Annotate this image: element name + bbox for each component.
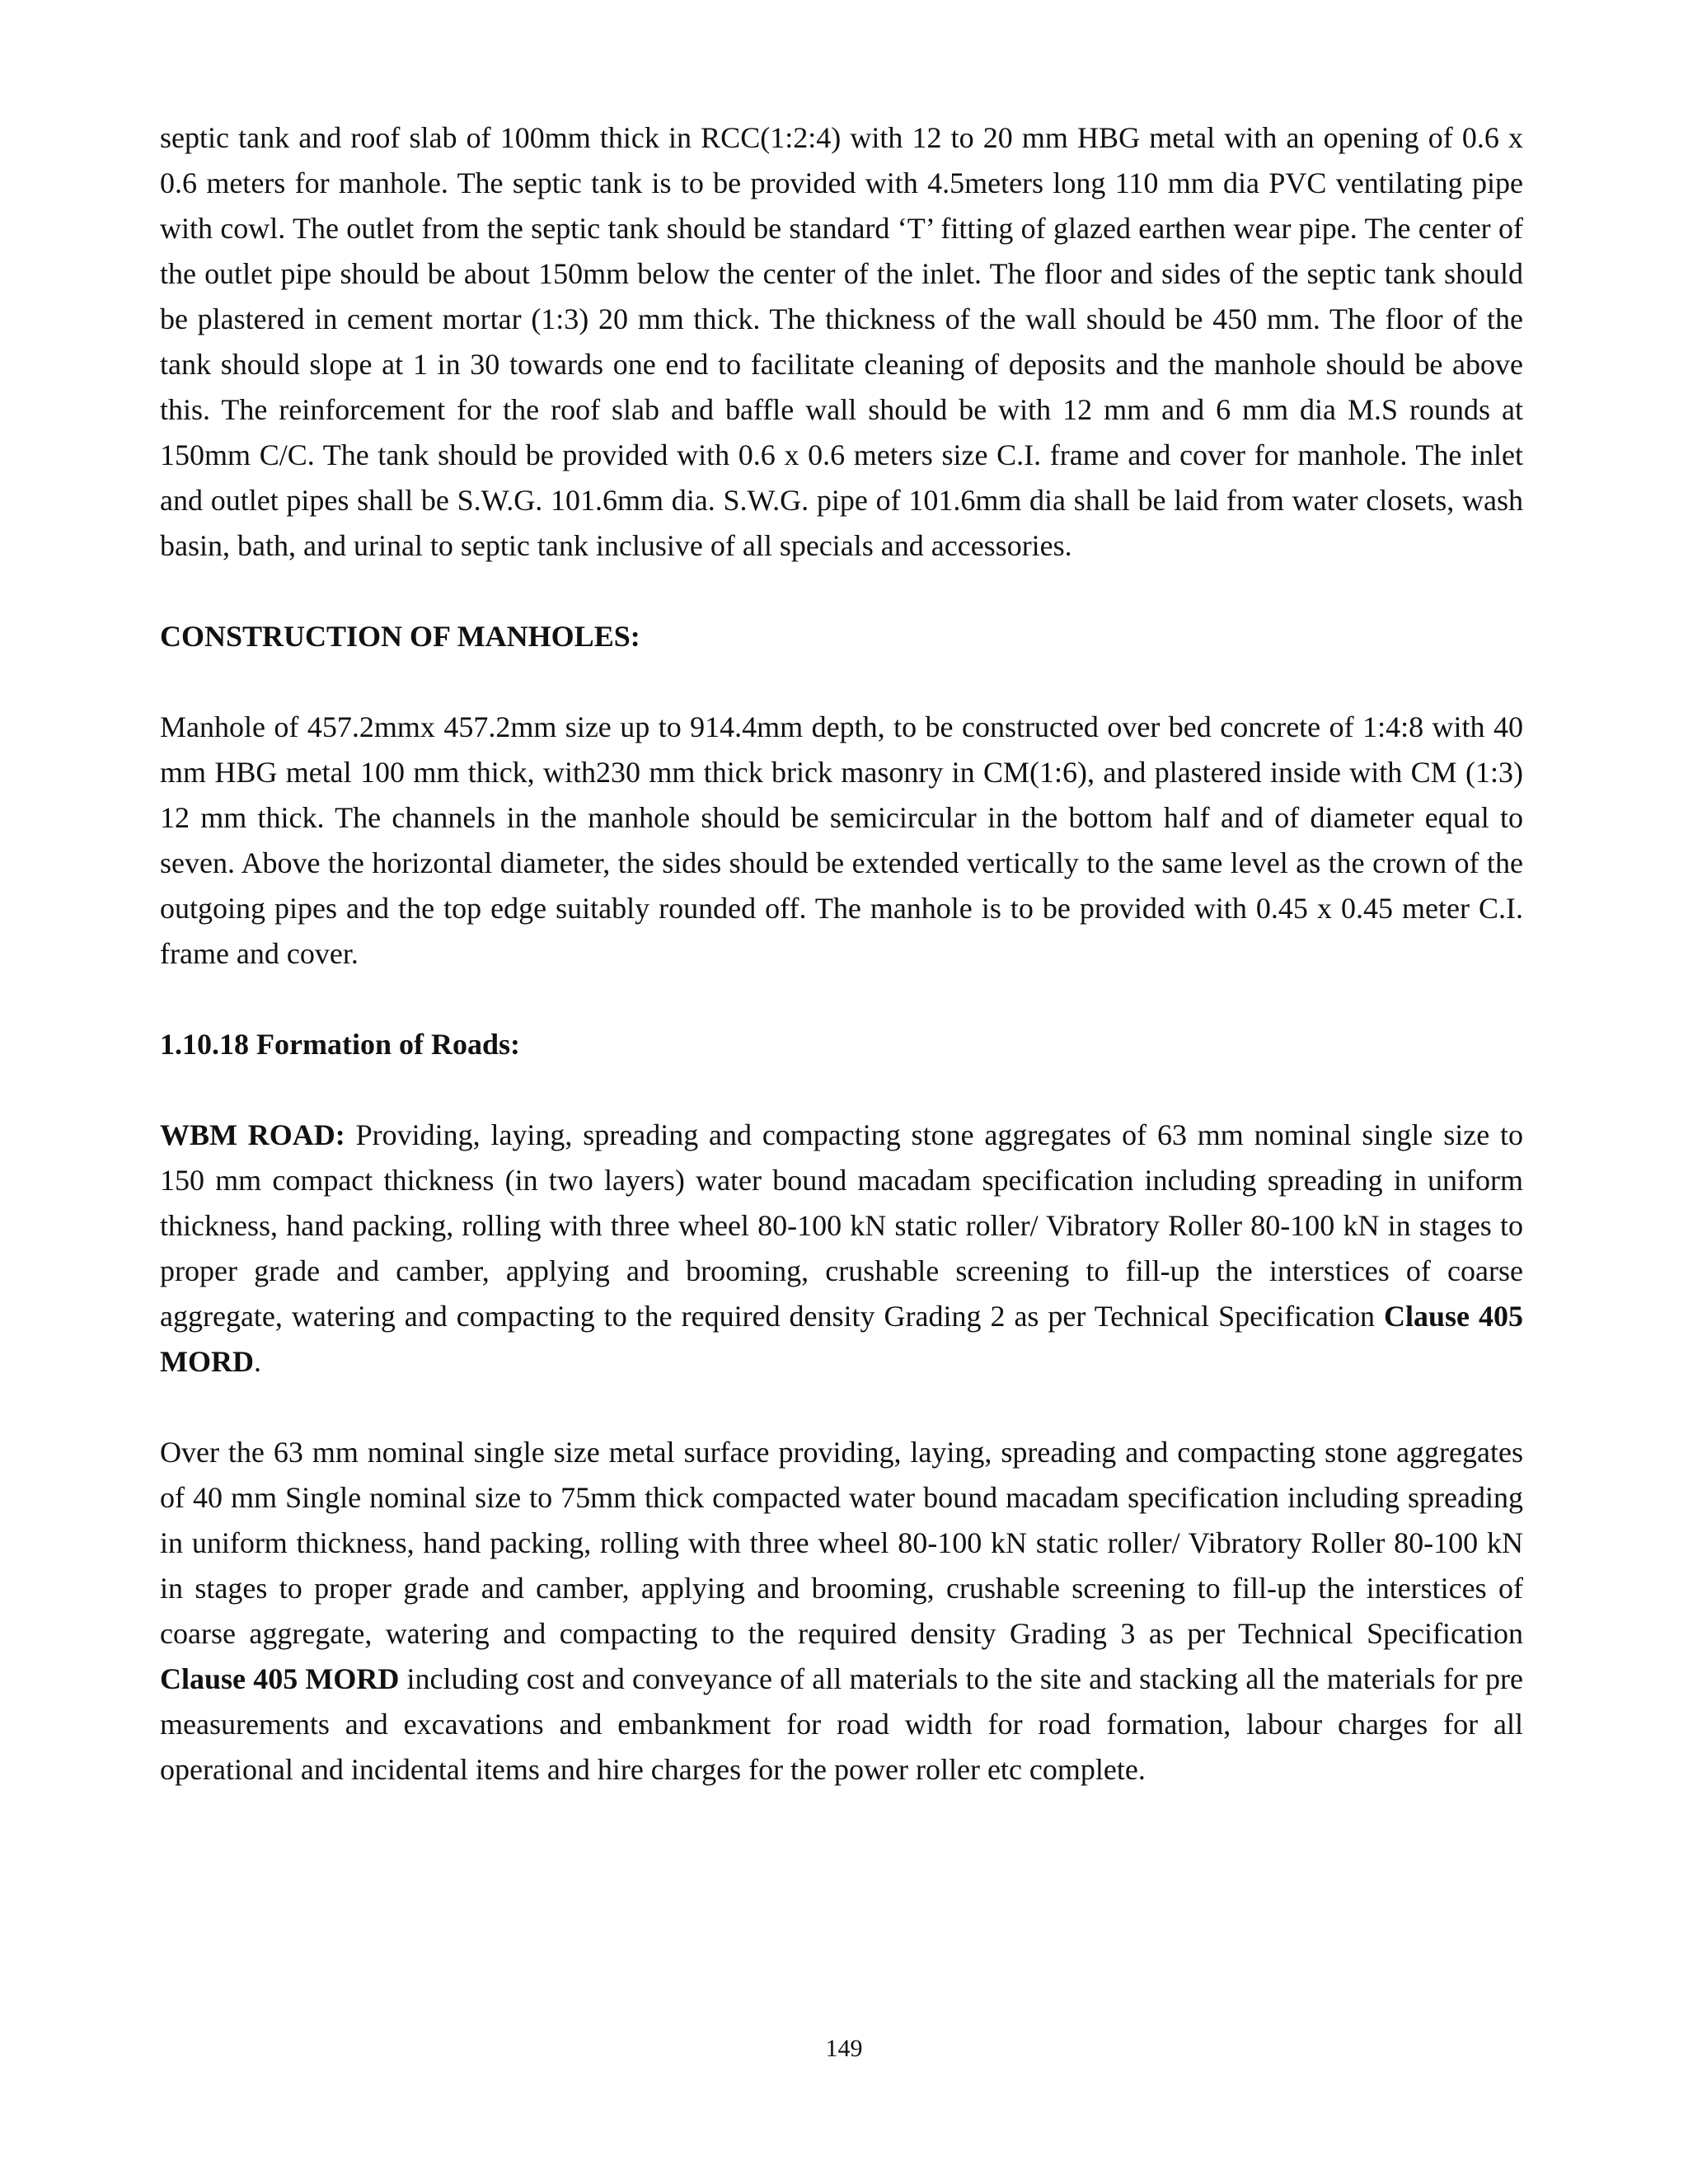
wbm-road-end: .	[253, 1345, 261, 1378]
spacer	[160, 1385, 1523, 1430]
septic-tank-paragraph: septic tank and roof slab of 100mm thick in RCC(1:2:4) with 12 to 20 mm HBG metal with an opening of 0.6 x 0.6 meters for manhole. The septic tank is to be provided with 4.5meters long 110 mm dia PVC ventilating pipe with cowl. The outlet from the septic tank should be standard ‘T’ fitting of glazed earthen wear pipe. The center of the outlet pipe should be about 150mm below the center of the inlet. The floor and sides of the septic tank should be plastered in cement mortar (1:3) 20 mm thick. The thickness of the wall should be 450 mm. The floor of the tank should slope at 1 in 30 towards one end to facilitate cleaning of deposits and the manhole should be above this. The reinforcement for the roof slab and baffle wall should be with 12 mm and 6 mm dia M.S rounds at 150mm C/C. The tank should be provided with 0.6 x 0.6 meters size C.I. frame and cover for manhole. The inlet and outlet pipes shall be S.W.G. 101.6mm dia. S.W.G. pipe of 101.6mm dia shall be laid from water closets, wash basin, bath, and urinal to septic tank inclusive of all specials and accessories.	[160, 121, 1523, 562]
spacer	[160, 569, 1523, 614]
spacer	[160, 977, 1523, 1022]
document-page	[160, 115, 1523, 1793]
spacer	[160, 1067, 1523, 1113]
wbm-road-paragraph	[160, 1113, 1523, 1385]
over-surface-text-1: Over the 63 mm nominal single size metal surface providing, laying, spreading and compacting stone aggregates of 40 mm Single nominal size to 75mm thick compacted water bound macadam specification including spreading in uniform thickness, hand packing, rolling with three wheel 80-100 kN static roller/ Vibratory Roller 80-100 kN in stages to proper grade and camber, applying and brooming, crushable screening to fill-up the interstices of coarse aggregate, watering and compacting to the required density Grading 3 as per Technical Specification	[160, 1436, 1523, 1650]
page-number: 149	[825, 2035, 863, 2062]
spacer	[160, 659, 1523, 705]
over-surface-clause: Clause 405 MORD	[160, 1662, 400, 1695]
wbm-road-label: WBM ROAD:	[160, 1118, 345, 1151]
manholes-paragraph: Manhole of 457.2mmx 457.2mm size up to 914.4mm depth, to be constructed over bed concrete of 1:4:8 with 40 mm HBG metal 100 mm thick, with230 mm thick brick masonry in CM(1:6), and plastered inside with CM (1:3) 12 mm thick. The channels in the manhole should be semicircular in the bottom half and of diameter equal to seven. Above the horizontal diameter, the sides should be extended vertically to the same level as the crown of the outgoing pipes and the top edge suitably rounded off. The manhole is to be provided with 0.45 x 0.45 meter C.I. frame and cover.	[160, 710, 1523, 970]
roads-heading: 1.10.18 Formation of Roads:	[160, 1028, 520, 1061]
manholes-heading: CONSTRUCTION OF MANHOLES:	[160, 620, 640, 653]
over-surface-paragraph	[160, 1430, 1523, 1793]
wbm-road-clause: Clause 405 MORD	[160, 1300, 1524, 1378]
over-surface-text-2: including cost and conveyance of all materials to the site and stacking all the materials for pre measurements and excavations and embankment for road width for road formation, labour charges for all operational and incidental items and hire charges for the power roller etc complete.	[160, 1662, 1523, 1786]
wbm-road-text: Providing, laying, spreading and compacting stone aggregates of 63 mm nominal single size to 150 mm compact thickness (in two layers) water bound macadam specification including spreading in uniform thickness, hand packing, rolling with three wheel 80-100 kN static roller/ Vibratory Roller 80-100 kN in stages to proper grade and camber, applying and brooming, crushable screening to fill-up the interstices of coarse aggregate, watering and compacting to the required density Grading 2 as per Technical Specification	[160, 1118, 1523, 1333]
